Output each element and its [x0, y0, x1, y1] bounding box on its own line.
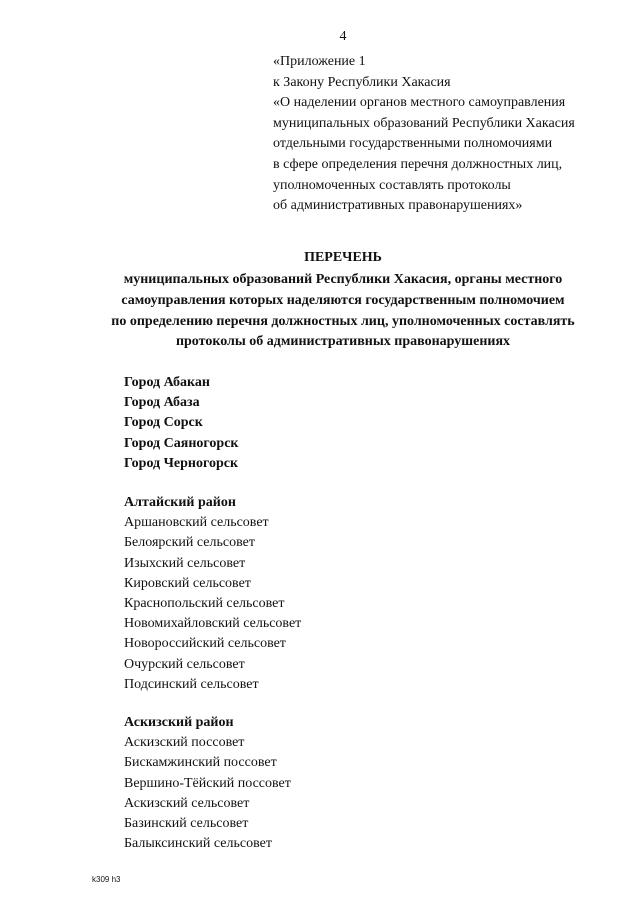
subtitle-line: по определению перечня должностных лиц, уполномоченных составлять [111, 313, 575, 329]
settlement-item: Базинский сельсовет [124, 816, 249, 832]
city-item: Город Черногорск [124, 455, 239, 471]
settlement-item: Аршановский сельсовет [124, 515, 269, 531]
subtitle-line: протоколы об административных правонарушениях [175, 334, 511, 350]
page-number: 4 [339, 29, 347, 44]
settlement-item: Очурский сельсовет [124, 656, 245, 672]
document-title: ПЕРЕЧЕНЬ [304, 250, 382, 265]
settlement-item: Белоярский сельсовет [124, 535, 255, 551]
document-subtitle [0, 270, 640, 353]
settlement-item: Новороссийский сельсовет [124, 636, 286, 652]
askiz-district-section [124, 713, 291, 854]
appendix-line: «О наделении органов местного самоуправления [273, 95, 566, 111]
settlement-item: Краснопольский сельсовет [124, 596, 285, 612]
settlement-item: Кировский сельсовет [124, 575, 251, 591]
appendix-line: «Приложение 1 [273, 54, 366, 69]
settlement-item: Аскизский сельсовет [124, 795, 250, 811]
appendix-line: об административных правонарушениях» [273, 198, 523, 214]
subtitle-line: самоуправления которых наделяются государственным полномочием [121, 292, 565, 308]
appendix-reference [273, 52, 575, 217]
subtitle-line: муниципальных образований Республики Хакасия, органы местного [123, 272, 563, 287]
city-item: Город Саяногорск [124, 435, 239, 451]
settlement-item: Новомихайловский сельсовет [124, 616, 302, 632]
district-title: Алтайский район [124, 495, 236, 510]
settlement-item: Вершино-Тёйский поссовет [124, 775, 291, 791]
settlement-item: Подсинский сельсовет [124, 676, 259, 692]
settlement-item: Балыксинский сельсовет [124, 836, 272, 852]
appendix-line: уполномоченных составлять протоколы [273, 177, 511, 193]
appendix-line: к Закону Республики Хакасия [273, 74, 451, 90]
altai-district-section [124, 493, 301, 695]
document-code: k309 h3 [92, 875, 121, 884]
settlement-item: Бискамжинский поссовет [124, 755, 277, 771]
appendix-line: муниципальных образований Республики Хакасия [273, 115, 575, 131]
settlement-item: Изыхский сельсовет [124, 555, 246, 571]
city-item: Город Сорск [124, 415, 203, 431]
cities-list [124, 373, 238, 474]
district-title: Аскизский район [124, 715, 234, 730]
city-item: Город Абакан [124, 375, 210, 390]
appendix-line: отдельными государственными полномочиями [273, 136, 553, 152]
appendix-line: в сфере определения перечня должностных лиц, [273, 156, 563, 172]
settlement-item: Аскизский поссовет [124, 735, 245, 751]
city-item: Город Абаза [124, 395, 200, 411]
